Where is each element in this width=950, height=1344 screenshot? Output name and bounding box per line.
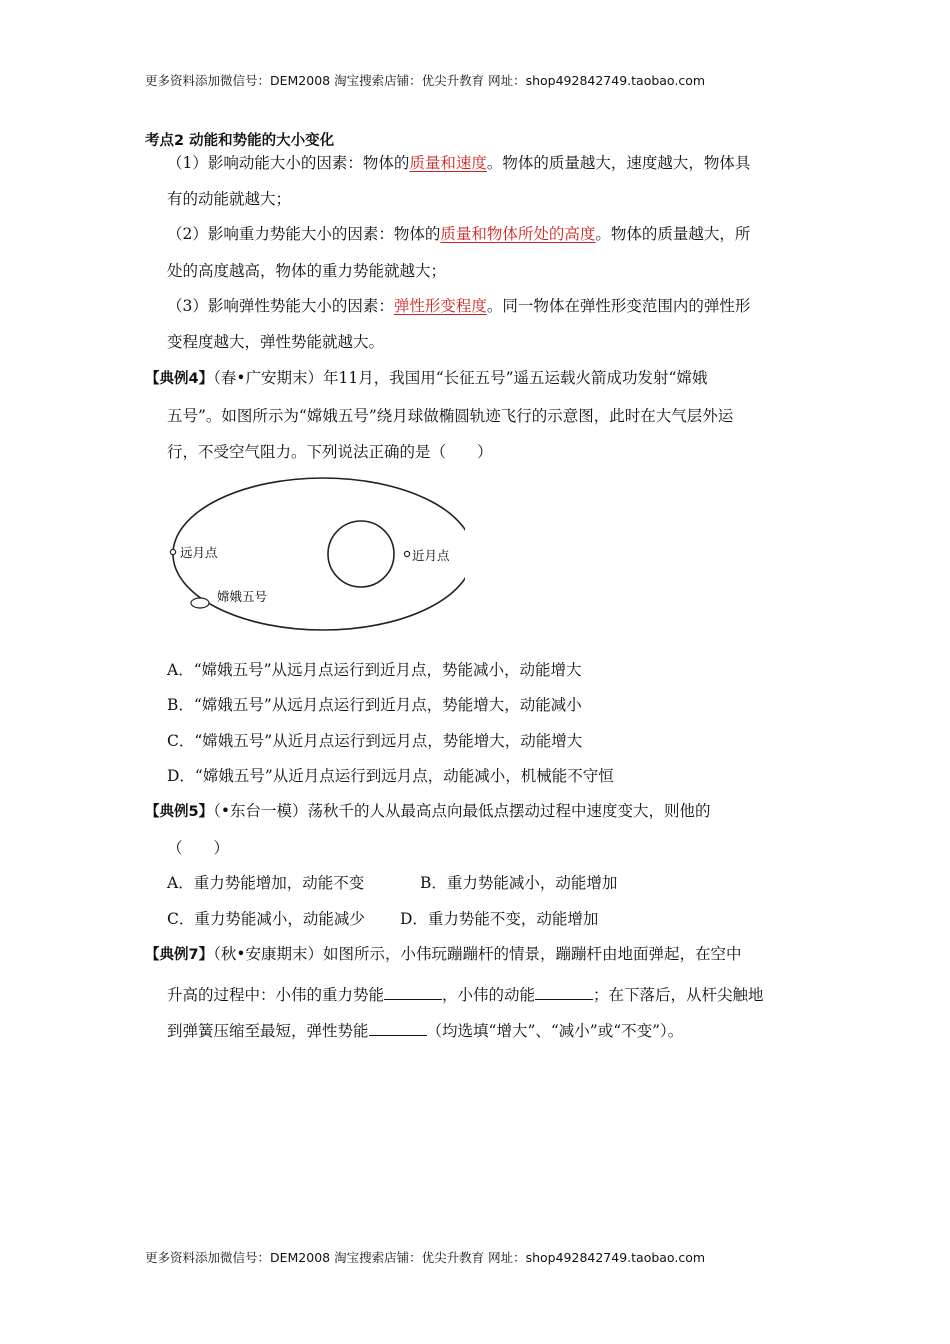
point-2-key-term: 质量和物体所处的高度: [440, 225, 596, 243]
example-4-line-2: 五号”。如图所示为“嫦娥五号”绕月球做椭圆轨迹飞行的示意图，此时在大气层外运: [167, 407, 734, 425]
example-5-option-d: D．重力势能不变，动能增加: [400, 910, 599, 928]
example-4-option-b: B．“嫦娥五号”从远月点运行到近月点，势能增大，动能减小: [167, 696, 582, 714]
point-2-line-1: [167, 223, 750, 245]
answer-blank-3[interactable]: [369, 1019, 427, 1036]
example-4-question: （春•广安期末）年11月，我国用“长征五号”遥五运载火箭成功发射“嫦娥: [213, 369, 708, 387]
point-2-text: （2）影响重力势能大小的因素：物体的: [167, 225, 441, 243]
example-4-line-1: [145, 367, 707, 390]
far-point-marker: [170, 549, 175, 554]
point-1-text-cont: 。物体的质量越大，速度越大，物体具: [486, 154, 751, 172]
example-5-tag: 【典例5】: [145, 804, 214, 820]
orbit-figure: [165, 474, 465, 634]
example-7-text-b: ，小伟的动能: [442, 986, 536, 1004]
example-5-option-a: A．重力势能增加，动能不变: [167, 874, 365, 892]
point-3-text-cont: 。同一物体在弹性形变范围内的弹性形: [486, 297, 751, 315]
far-point-label: 远月点: [180, 545, 218, 560]
spacecraft-marker: [191, 598, 209, 608]
page-header: 更多资料添加微信号：DEM2008 淘宝搜索店铺：优尖升教育 网址：shop492842749.taobao.com: [145, 73, 706, 88]
example-4-tag: 【典例4】: [145, 371, 214, 387]
point-1-line-1: [167, 152, 750, 174]
example-5-question: （•东台一模）荡秋千的人从最高点向最低点摆动过程中速度变大，则他的: [213, 802, 711, 820]
page-footer: 更多资料添加微信号：DEM2008 淘宝搜索店铺：优尖升教育 网址：shop492842749.taobao.com: [145, 1250, 706, 1265]
example-7-text-d: 到弹簧压缩至最短，弹性势能: [167, 1022, 369, 1040]
example-7-question: （秋•安康期末）如图所示，小伟玩蹦蹦杆的情景，蹦蹦杆由地面弹起，在空中: [213, 945, 742, 963]
example-4-option-c: C．“嫦娥五号”从近月点运行到远月点，势能增大，动能增大: [167, 732, 583, 750]
point-1-text: （1）影响动能大小的因素：物体的: [167, 154, 410, 172]
example-7-tag: 【典例7】: [145, 947, 214, 963]
example-4-line-3: 行，不受空气阻力。下列说法正确的是（ ）: [167, 443, 493, 461]
point-2-text-cont: 。物体的质量越大，所: [595, 225, 751, 243]
example-5-option-c: C．重力势能减小，动能减少: [167, 910, 365, 928]
example-5-option-b: B．重力势能减小，动能增加: [420, 874, 618, 892]
point-3-line-1: [167, 295, 750, 317]
section-title: 考点2 动能和势能的大小变化: [145, 133, 335, 149]
point-3-text: （3）影响弹性势能大小的因素：: [167, 297, 394, 315]
example-5-line-2: （ ）: [167, 839, 230, 857]
near-point-marker: [404, 551, 409, 556]
answer-blank-2[interactable]: [535, 983, 593, 1000]
example-4-option-d: D．“嫦娥五号”从近月点运行到远月点，动能减小，机械能不守恒: [167, 767, 614, 785]
example-7-line-2: [167, 983, 764, 1006]
spacecraft-label: 嫦娥五号: [217, 589, 268, 604]
point-3-key-term: 弹性形变程度: [393, 297, 487, 315]
example-7-text-e: （均选填“增大”、“减小”或“不变”）。: [426, 1022, 684, 1040]
near-point-label: 近月点: [412, 548, 450, 563]
point-1-key-term: 质量和速度: [409, 154, 487, 172]
point-2-line-2: 处的高度越高，物体的重力势能就越大；: [167, 262, 447, 280]
answer-blank-1[interactable]: [384, 983, 442, 1000]
moon-circle: [328, 521, 394, 587]
example-7-text-a: 升高的过程中：小伟的重力势能: [167, 986, 385, 1004]
point-1-line-2: 有的动能就越大；: [167, 190, 292, 208]
example-5-line-1: [145, 800, 711, 823]
example-7-line-1: [145, 943, 742, 966]
point-3-line-2: 变程度越大，弹性势能就越大。: [167, 333, 385, 351]
example-7-line-3: [167, 1019, 683, 1042]
example-7-text-c: ；在下落后，从杆尖触地: [593, 986, 764, 1004]
example-4-option-a: A．“嫦娥五号”从远月点运行到近月点，势能减小，动能增大: [167, 661, 582, 679]
